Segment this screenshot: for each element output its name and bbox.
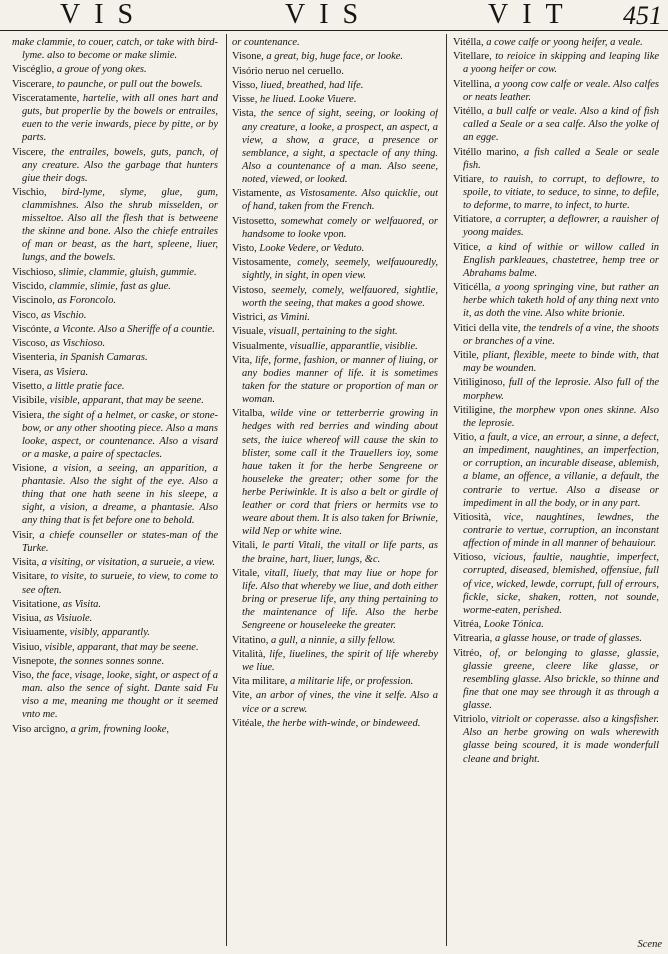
dictionary-entry [12, 394, 218, 407]
dictionary-entry [232, 340, 438, 353]
entry-definition: a kind of withie or willow called in English parkleaues, chastetree, hemp tree or Abrahams balme. [463, 241, 659, 279]
entry-definition: life, liuelines, the spirit of life whereby we liue. [242, 648, 438, 673]
entry-headword: Vitiosità, [453, 511, 492, 523]
dictionary-entry [453, 213, 659, 239]
entry-headword: Visiuo, [12, 641, 42, 653]
catchword: Scene [637, 939, 662, 950]
entry-headword: Visse, [232, 94, 258, 106]
entry-definition: in Spanish Camaras. [59, 352, 148, 364]
entry-headword: Vitéllo, [453, 106, 485, 118]
entry-definition: he liued. Looke Viuere. [259, 94, 357, 106]
entry-definition: as Vistosamente. Also quicklie, out of hand, taken from the French. [242, 188, 438, 213]
dictionary-entry [12, 92, 218, 144]
dictionary-entry [232, 539, 438, 565]
dictionary-entry [453, 511, 659, 550]
dictionary-entry [12, 598, 218, 611]
entry-headword: Visceratamente, [12, 92, 80, 104]
dictionary-entry [232, 256, 438, 282]
entry-definition: as Vischioso. [50, 338, 106, 350]
entry-headword: Vitréo, [453, 647, 482, 659]
dictionary-entry [453, 618, 659, 631]
entry-definition: vicious, faultie, naughtie, imperfect, corrupted, diseased, blemished, offensiue, full of vice, wicked, lewde, corrupt, full of errours, fickle, sicke, shaken, rotten, not sounde, worme-eaten, perished. [463, 552, 659, 616]
dictionary-entry [232, 311, 438, 324]
dictionary-column-right [453, 36, 659, 946]
entry-definition: liued, breathed, had life. [260, 79, 364, 91]
entry-definition: the sence of sight, seeing, or looking of any creature, a looke, a prospect, an aspect, a view, a show, a grace, a presence or semblance, a sight, a spectacle of any thing. Also a countenance of a man. Also seene, noted, viewed, or looked. [242, 108, 438, 185]
entry-definition: a fish called a Seale or seale fish. [463, 146, 659, 171]
entry-headword: Vitalità, [232, 648, 266, 660]
entry-definition: slimie, clammie, gluish, gummie. [58, 266, 197, 278]
entry-definition: an arbor of vines, the vine it selfe. Also a vice or a screw. [242, 690, 438, 715]
entry-headword: Visitatione, [12, 598, 61, 610]
entry-headword: Vitio, [453, 432, 477, 444]
entry-definition: pliant, flexible, meete to binde with, that may be wounden. [463, 350, 659, 375]
dictionary-entry [12, 294, 218, 307]
entry-headword: Visita, [12, 557, 40, 569]
dictionary-entry [232, 65, 438, 78]
entry-definition: visuallie, apparantlie, visiblie. [289, 340, 418, 352]
left-headword: VIS [60, 0, 148, 30]
dictionary-entry [232, 717, 438, 730]
entry-definition: bird-lyme, slyme, glue, gum, clammishnes. Also the shrub misselden, or misseltoe. Also all the flesh that is betweene the skinne and bone. Also the chiefe entrailes of man or beast, as the hart, spleene, liuer, lungs, and the bowels. [22, 186, 218, 264]
entry-headword: Visione, [12, 463, 47, 475]
page-number: 451 [623, 1, 662, 30]
entry-headword: Visco, [12, 309, 39, 321]
entry-definition: the face, visage, looke, sight, or aspect of a man. also the sence of sight. Dante said Fu viso a me, meaning me thought or it seemed vnto me. [22, 670, 218, 721]
entry-definition: as Visiera. [44, 366, 89, 378]
entry-headword: Viscido, [12, 281, 47, 292]
dictionary-entry [232, 407, 438, 538]
dictionary-entry [12, 380, 218, 393]
entry-headword: Visto, [232, 242, 257, 254]
entry-definition: Looke Tónica. [483, 619, 544, 631]
entry-definition: the sonnes sonnes sonne. [59, 655, 165, 667]
dictionary-entry [232, 325, 438, 338]
dictionary-entry [12, 626, 218, 639]
entry-headword: Vitatino, [232, 634, 269, 646]
entry-definition: make clammie, to couer, catch, or take with bird-lyme. also to become or make slimie. [12, 37, 218, 62]
entry-headword: Visenteria, [12, 352, 58, 364]
entry-definition: the herbe with-winde, or bindeweed. [266, 717, 421, 729]
entry-headword: Visir, [12, 529, 35, 541]
running-header [0, 0, 668, 31]
entry-headword: Vitale, [232, 567, 260, 579]
entry-definition: the entrailes, bowels, guts, panch, of any creature. Also the garbage that hunters giue their dogs. [22, 146, 218, 184]
entry-headword: Vitéllo marino, [453, 146, 519, 158]
entry-definition: a fault, a vice, an errour, a sinne, a defect, an impediment, naughtines, an imperfection, or corruption, an incurable disease, ablemish, a blame, an offence, a villanie, a default, the contrarie to vertue. Also a disease or impediment in all the body, or in any part. [463, 432, 659, 509]
entry-headword: Viso arcigno, [12, 723, 68, 735]
entry-headword: Visuale, [232, 326, 267, 338]
dictionary-entry [12, 655, 218, 668]
dictionary-entry [453, 647, 659, 712]
entry-definition: a chiefe counseller or states-man of the Turke. [22, 529, 218, 554]
entry-headword: Vistosetto, [232, 215, 277, 227]
entry-headword: Vitellare, [453, 51, 492, 63]
entry-headword: Viscónte, [12, 323, 52, 335]
dictionary-entry [232, 648, 438, 674]
entry-definition: a little pratie face. [46, 380, 125, 392]
entry-headword: Vita militare, [232, 676, 288, 688]
entry-definition: of, or belonging to glasse, glassie, glassie greene, cleere like glasse, or resembling glasse. Also brickle, so thinne and fine that one may see through it as through a glasse. [463, 647, 659, 711]
dictionary-entry [12, 266, 218, 279]
entry-definition: a militarie life, or profession. [289, 676, 414, 688]
dictionary-entry [232, 79, 438, 92]
entry-definition: a corrupter, a deflowrer, a rauisher of yoong maides. [463, 214, 659, 239]
entry-definition: to reioice in skipping and leaping like a yoong heifer or cow. [463, 51, 659, 76]
entry-headword: Viscere, [12, 146, 47, 158]
entry-definition: a bull calfe or veale. Also a kind of fish called a Seale or a sea calfe. Also the yolke of an egge. [463, 106, 659, 144]
entry-headword: Vitice, [453, 241, 481, 253]
dictionary-entry [232, 567, 438, 632]
entry-headword: Viscoso, [12, 338, 48, 350]
entry-headword: Vitréa, [453, 619, 482, 631]
entry-definition: a Viconte. Also a Sheriffe of a countie. [53, 323, 215, 335]
dictionary-entry [453, 146, 659, 172]
entry-headword: Visnepote, [12, 655, 57, 667]
entry-headword: Vistosamente, [232, 257, 292, 269]
dictionary-entry [232, 634, 438, 647]
entry-definition: as Visiuole. [44, 613, 93, 625]
entry-headword: Vitrearia, [453, 633, 493, 645]
dictionary-entry [232, 187, 438, 213]
entry-headword: Vite, [232, 690, 253, 702]
entry-definition: vitall, liuely, that may liue or hope for life. Also that whereby we liue, and doth either bring or preserue life, any thing pertaining to the maintenance of life. Also the herbe Sengreene or houseleeke the greater. [242, 567, 438, 632]
entry-headword: Vitiatore, [453, 214, 493, 226]
entry-headword: Vitiliginoso, [453, 377, 506, 389]
entry-definition: visuall, pertaining to the sight. [268, 326, 398, 338]
dictionary-entry [232, 93, 438, 106]
entry-headword: Vitali, [232, 540, 258, 552]
entry-definition: as Vimini. [268, 311, 310, 323]
entry-headword: Viso, [12, 670, 34, 682]
entry-definition: as Vischio. [41, 309, 87, 321]
dictionary-entry [232, 107, 438, 186]
dictionary-entry [453, 713, 659, 765]
dictionary-entry [12, 323, 218, 336]
entry-definition: a vision, a seeing, an apparition, a phantasie. Also the sight of the eye. Also a thing that one hath seene in his sleepe, a sight, a vision, a dreame, a phantasie. Also any thing that is fet before one to behold. [22, 463, 218, 527]
dictionary-entry [12, 309, 218, 322]
entry-definition: the tendrels of a vine, the shoots or branches of a vine. [463, 322, 659, 347]
entry-definition: to paunche, or pull out the bowels. [56, 78, 203, 90]
entry-definition: visibly, apparantly. [69, 627, 150, 639]
entry-definition: as Visita. [62, 598, 102, 610]
dictionary-entry [12, 409, 218, 461]
entry-headword: Visibile, [12, 395, 48, 407]
dictionary-entry [453, 551, 659, 616]
entry-headword: Vischioso, [12, 266, 56, 278]
dictionary-entry [453, 431, 659, 510]
dictionary-entry [453, 322, 659, 348]
dictionary-entry [453, 173, 659, 212]
entry-headword: Vitici della vite, [453, 322, 521, 334]
entry-headword: Vischio, [12, 186, 47, 198]
dictionary-entry [232, 354, 438, 406]
entry-definition: full of the leprosie. Also full of the morphew. [463, 377, 659, 402]
dictionary-entry [232, 36, 438, 49]
dictionary-entry [453, 241, 659, 280]
dictionary-column-middle [232, 36, 438, 946]
dictionary-entry [12, 462, 218, 527]
entry-headword: Vitiare, [453, 173, 485, 185]
dictionary-entry [453, 36, 659, 49]
dictionary-column-left [12, 36, 218, 946]
dictionary-entry [12, 36, 218, 62]
dictionary-entry [12, 337, 218, 350]
entry-definition: the sight of a helmet, or caske, or stone-bow, or any other shooting piece. Also a mans looke, aspect, or countenance. Also a visard or a maske, a paire of spectacles. [22, 409, 218, 460]
entry-definition: or countenance. [232, 37, 300, 48]
entry-headword: Visiua, [12, 613, 42, 625]
entry-headword: Viscerare, [12, 78, 55, 90]
entry-headword: Vitellina, [453, 78, 492, 90]
entry-definition: a yoong springing vine, but rather an herbe which taketh hold of any thing next vnto it, as doth the vine. Also white brionie. [463, 282, 659, 320]
dictionary-entry [453, 349, 659, 375]
entry-headword: Vista, [232, 108, 257, 120]
dictionary-entry [12, 669, 218, 721]
dictionary-entry [12, 78, 218, 91]
entry-definition: somewhat comely or welfauored, or handsome to looke vpon. [242, 215, 438, 240]
dictionary-entry [12, 641, 218, 654]
dictionary-entry [12, 146, 218, 185]
column-divider [446, 34, 447, 946]
entry-headword: Vitélla, [453, 37, 484, 48]
entry-definition: le parti Vitali, the vitall or life parts, as the braine, hart, liuer, lungs, &c. [242, 540, 438, 565]
entry-headword: Visone, [232, 51, 264, 63]
entry-headword: Vitioso, [453, 552, 486, 564]
entry-definition: visible, apparant, that may be seene. [44, 641, 199, 653]
dictionary-entry [232, 675, 438, 688]
dictionary-entry [12, 529, 218, 555]
entry-definition: a glasse house, or trade of glasses. [494, 633, 642, 645]
dictionary-entry [453, 78, 659, 104]
dictionary-entry [12, 280, 218, 293]
entry-definition: wilde vine or tetterberrie growing in hedges with red berries and winding about sets, the iuice whereof will cause the skin to blister, some call it the Trauellers ioy, some haue taken it for the herbe Sengreene or houseleke the greater; other some for the herbe Periwinkle. It is also a belt or girdle of leather or cord that friers or hermits vse to weare about them. It is also taken for Briwnie, wild Nep or white wine. [242, 408, 438, 538]
dictionary-entry [232, 242, 438, 255]
dictionary-entry [12, 351, 218, 364]
entry-headword: Vitéale, [232, 717, 265, 729]
entry-headword: Vistamente, [232, 188, 282, 200]
entry-definition: to visite, to surueie, to view, to come to see often. [22, 571, 218, 596]
entry-headword: Vita, [232, 354, 253, 366]
dictionary-entry [453, 632, 659, 645]
entry-headword: Vitiligine, [453, 404, 496, 416]
entry-headword: Vitalba, [232, 408, 265, 420]
dictionary-entry [232, 284, 438, 310]
entry-definition: hartelie, with all ones hart and guts, but properlie by the bowels or entrailes, euen to the verie inwards, piece by pitte, or by parts. [22, 92, 218, 144]
entry-headword: Visiera, [12, 409, 45, 421]
entry-definition: a gull, a ninnie, a silly fellow. [271, 634, 396, 646]
entry-headword: Vistrici, [232, 311, 266, 323]
entry-definition: vitriolt or coperasse. also a kingsfisher. Also an herbe growing on wals wherewith glasse being scoured, it is made wonderfull cleane and bright. [463, 714, 659, 765]
dictionary-entry [12, 186, 218, 265]
entry-definition: visible, apparant, that may be seene. [49, 395, 204, 407]
dictionary-entry [12, 63, 218, 76]
entry-definition: a visiting, or visitation, a surueie, a view. [41, 557, 216, 569]
entry-definition: clammie, slimie, fast as glue. [49, 281, 171, 292]
entry-headword: Visualmente, [232, 340, 288, 352]
entry-definition: vice, naughtines, lewdnes, the contrarie to vertue, corruption, an inconstant affection of minde in all manner of behauiour. [463, 511, 659, 550]
entry-headword: Vitile, [453, 350, 479, 362]
dictionary-entry [453, 376, 659, 402]
entry-definition: a yoong cow calfe or veale. Also calfes or neats leather. [463, 78, 659, 103]
entry-definition: a grim, frowning looke, [70, 723, 170, 735]
entry-definition: a groue of yong okes. [56, 64, 147, 76]
dictionary-entry [232, 50, 438, 63]
entry-headword: Visitare, [12, 571, 48, 583]
dictionary-entry [232, 689, 438, 715]
entry-headword: Vistoso, [232, 284, 267, 296]
column-divider [226, 34, 227, 946]
entry-definition: a cowe calfe or yoong heifer, a veale. [486, 37, 643, 48]
dictionary-entry [453, 404, 659, 430]
dictionary-entry [232, 215, 438, 241]
dictionary-entry [453, 281, 659, 320]
dictionary-entry [453, 50, 659, 76]
entry-headword: Viscinolo, [12, 295, 55, 307]
entry-definition: to rauish, to corrupt, to deflowre, to spoile, to vitiate, to seduce, to sinne, to defile, to deforme, to marre, to infect, to hurte. [463, 173, 659, 212]
entry-headword: Visso, [232, 79, 258, 91]
dictionary-entry [12, 612, 218, 625]
dictionary-entry [12, 556, 218, 569]
entry-definition: a great, big, huge face, or looke. [266, 51, 404, 63]
entry-definition: as Foroncolo. [57, 295, 116, 307]
entry-definition: seemely, comely, welfauored, sightlie, worth the seeing, that makes a good showe. [242, 284, 438, 309]
center-headword: VIS [285, 0, 373, 30]
dictionary-entry [12, 570, 218, 596]
dictionary-entry [453, 105, 659, 144]
dictionary-entry [12, 366, 218, 379]
entry-definition: Looke Vedere, or Veduto. [259, 242, 365, 254]
entry-headword: Visório neruo nel ceruello. [232, 65, 344, 77]
entry-definition: life, forme, fashion, or manner of liuing, or any bodies manner of life. it is sometimes taken for the stature or proportion of man or woman. [242, 354, 438, 406]
right-headword: VIT [488, 0, 577, 30]
dictionary-entry [12, 723, 218, 736]
entry-definition: comely, seemely, welfauouredly, sightly, in sight, in open view. [242, 257, 438, 282]
entry-headword: Visera, [12, 366, 42, 378]
entry-headword: Viticélla, [453, 282, 492, 294]
entry-headword: Viscéglio, [12, 64, 55, 76]
entry-headword: Vitriolo, [453, 714, 489, 726]
entry-headword: Visetto, [12, 380, 45, 392]
entry-definition: the morphew vpon ones skinne. Also the leprosie. [463, 404, 659, 429]
entry-headword: Visiuamente, [12, 627, 68, 639]
